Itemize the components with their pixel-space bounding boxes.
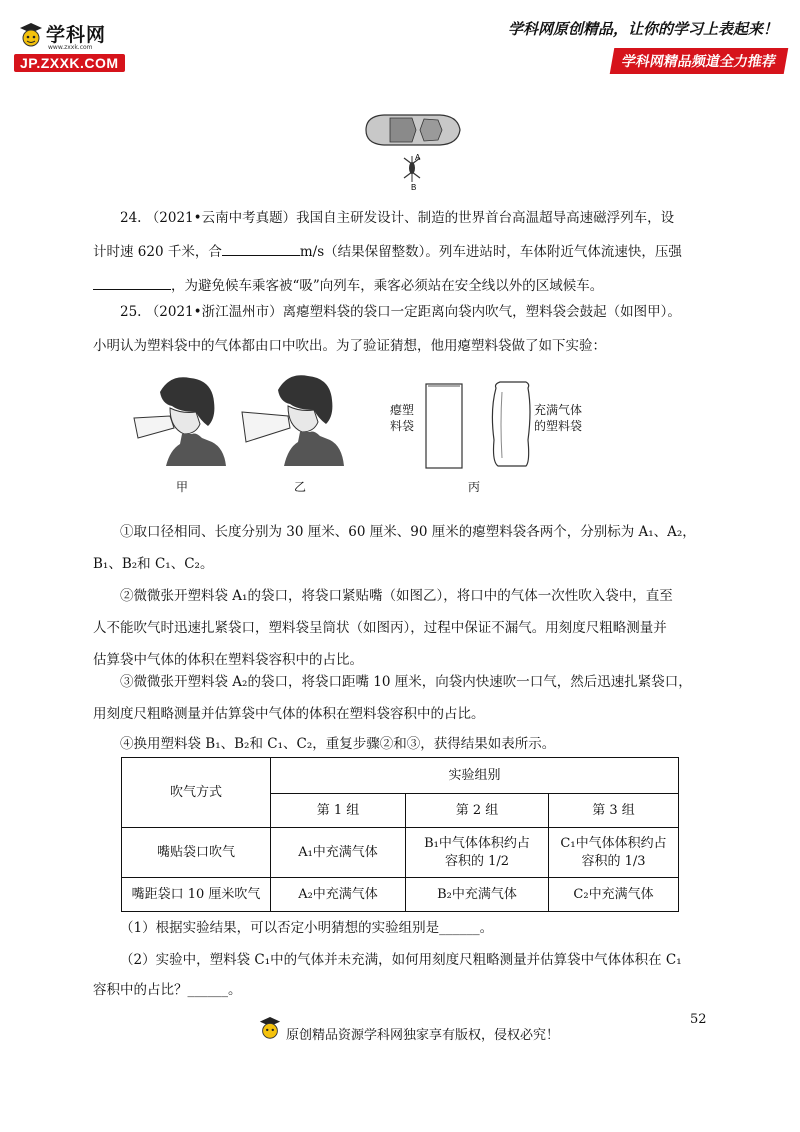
fig-label-full-bag: 充满气体 的塑料袋 [534, 403, 583, 433]
step1-line1: ①取口径相同、长度分别为 30 厘米、60 厘米、90 厘米的瘪塑料袋各两个，分别标为 A₁、A₂， [120, 524, 696, 540]
table-header-method: 吹气方式 [122, 758, 271, 828]
sub-question-2-line2: 容积中的占比？______。 [93, 982, 242, 998]
table-cell: C₂中充满气体 [549, 878, 679, 912]
sub-question-2-line1: （2）实验中，塑料袋 C₁中的气体并未充满，如何用刻度尺粗略测量并估算袋中气体体积在 C₁ [120, 952, 682, 968]
table-cell-method: 嘴距袋口 10 厘米吹气 [122, 878, 271, 912]
person-blowing-icon [134, 377, 226, 466]
figure-jia [130, 372, 230, 472]
table-cell: B₂中充满气体 [406, 878, 549, 912]
q24-line3-text: ，为避免候车乘客被“吸”向列车，乘客必须站在安全线以外的区域候车。 [171, 278, 604, 294]
fig-label-bing: 丙 [468, 480, 481, 494]
step3-line2: 用刻度尺粗略测量并估算袋中气体的体积在塑料袋容积中的占比。 [93, 706, 485, 722]
q24-line1: 24. （2021•云南中考真题）我国自主研发设计、制造的世界首台高温超导高速磁浮列车，设 [120, 210, 675, 226]
table-cell: C₁中气体体积约占 容积的 1/3 [549, 828, 679, 878]
table-cell-method: 嘴贴袋口吹气 [122, 828, 271, 878]
table-header-group-2: 第 2 组 [406, 794, 549, 828]
full-bag-icon [492, 382, 530, 466]
q25-line2: 小明认为塑料袋中的气体都由口中吹出。为了验证猜想，他用瘪塑料袋做了如下实验： [93, 338, 606, 354]
logo-url-badge[interactable]: JP.ZXXK.COM [14, 54, 125, 72]
fig-label-jia: 甲 [176, 480, 189, 494]
table-header-group: 实验组别 [271, 758, 679, 794]
header-slogan: 学科网原创精品，让你的学习上表起来！ [507, 20, 778, 38]
answer-blank-pressure[interactable] [93, 275, 171, 290]
q25-line1: 25. （2021•浙江温州市）离瘪塑料袋的袋口一定距离向袋内吹气，塑料袋会鼓起（如图甲）。 [120, 304, 681, 320]
table-cell: B₁中气体体积约占 容积的 1/2 [406, 828, 549, 878]
q24-line2-a: 计时速 620 千米，合 [93, 244, 222, 260]
table-cell: A₁中充满气体 [271, 828, 406, 878]
step2-line3: 估算袋中气体的体积在塑料袋容积中的占比。 [93, 652, 363, 668]
step2-line1: ②微微张开塑料袋 A₁的袋口，将袋口紧贴嘴（如图乙），将口中的气体一次性吹入袋中，直至 [120, 588, 673, 604]
results-table [121, 757, 679, 912]
step4: ④换用塑料袋 B₁、B₂和 C₁、C₂，重复步骤②和③，获得结果如表所示。 [120, 736, 556, 752]
step3-line1: ③微微张开塑料袋 A₂的袋口，将袋口距嘴 10 厘米，向袋内快速吹一口气，然后迅速扎紧袋口， [120, 674, 692, 690]
page-number: 52 [690, 1012, 707, 1027]
flat-bag-icon [426, 384, 462, 468]
step2-line2: 人不能吹气时迅速扎紧袋口，塑料袋呈筒状（如图丙），过程中保证不漏气。用刻度尺粗略测量并 [93, 620, 667, 636]
table-cell: A₂中充满气体 [271, 878, 406, 912]
fig-label-yi: 乙 [294, 480, 307, 494]
footer-mascot-icon [258, 1016, 282, 1042]
step1-line2: B₁、B₂和 C₁、C₂。 [93, 556, 214, 572]
answer-blank-speed[interactable] [222, 241, 300, 256]
sub-question-1: （1）根据实验结果，可以否定小明猜想的实验组别是______。 [120, 920, 494, 936]
footer-copyright: 原创精品资源学科网独家享有版权，侵权必究！ [286, 1028, 560, 1043]
person-blowing-icon [242, 375, 344, 466]
q24-line2-b: m/s（结果保留整数）。列车进站时，车体附近气体流速快，压强 [299, 244, 682, 260]
table-row [122, 878, 679, 912]
fig-label-flat-bag: 瘪塑 料袋 [390, 403, 415, 433]
logo-mascot-icon [18, 22, 44, 50]
logo-small-url: www.zxxk.com [48, 44, 93, 51]
table-header-group-3: 第 3 组 [549, 794, 679, 828]
channel-badge: 学科网精品频道全力推荐 [610, 48, 789, 74]
table-row [122, 828, 679, 878]
logo-name: 学科网 [46, 24, 107, 46]
q24-line2 [93, 236, 682, 268]
table-header-group-1: 第 1 组 [271, 794, 406, 828]
car-figure [360, 108, 470, 194]
figure-yi [238, 372, 348, 472]
label-a: A [415, 153, 421, 162]
car-icon [366, 115, 460, 145]
label-b: B [411, 183, 417, 192]
